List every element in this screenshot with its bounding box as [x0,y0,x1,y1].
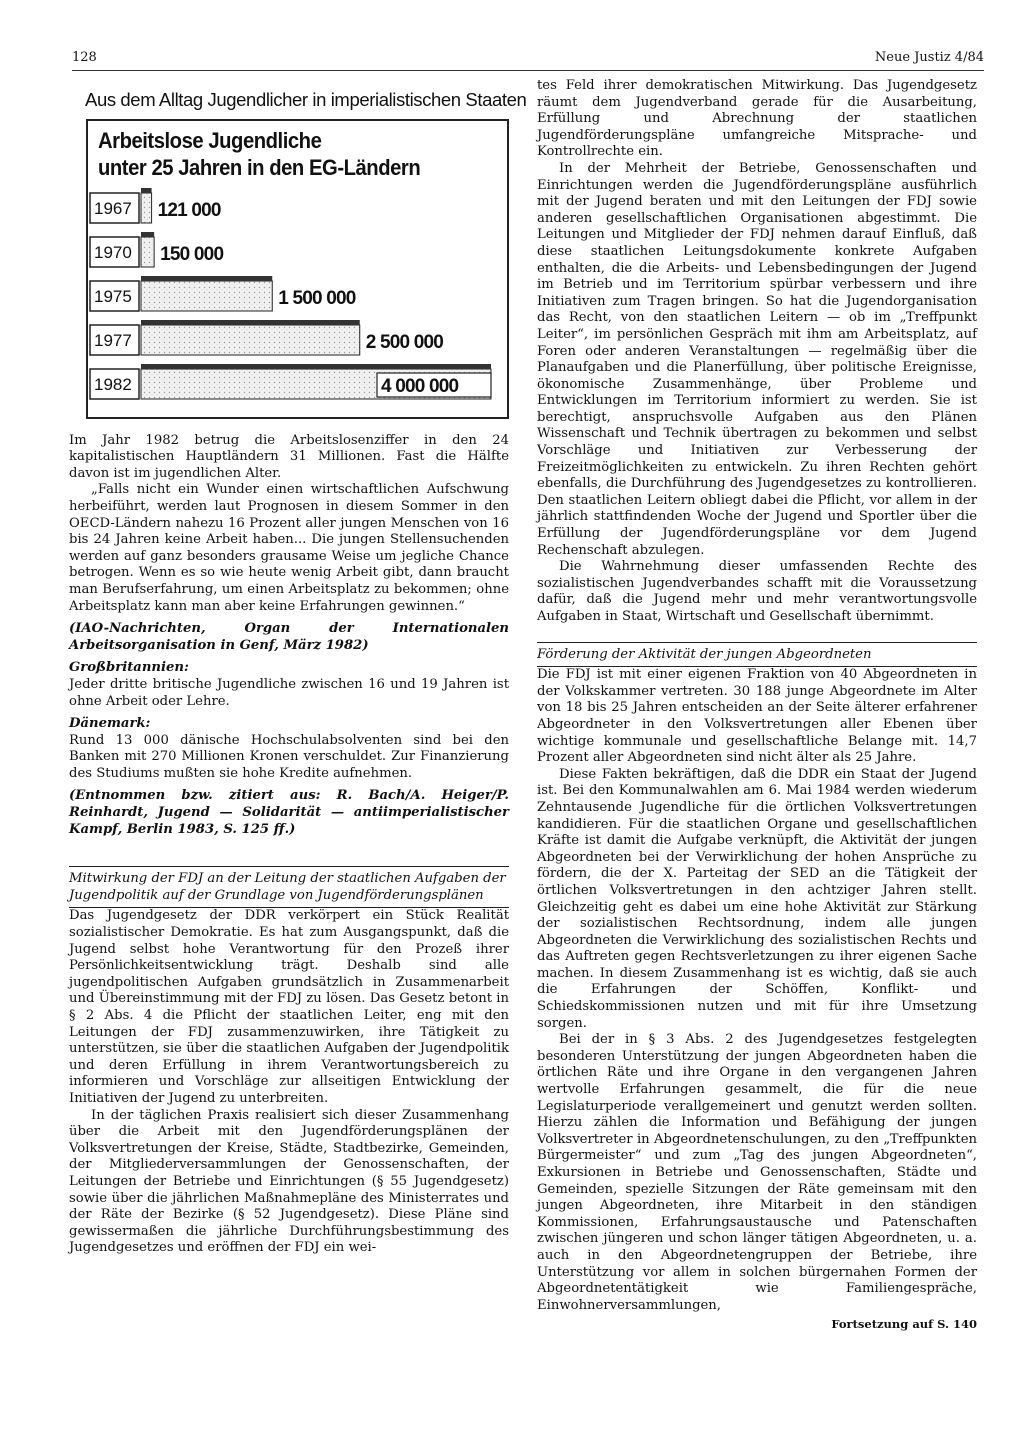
journal-reference: Neue Justiz 4/84 [874,50,984,65]
value-label: 150 000 [160,243,224,265]
continuation-note: Fortsetzung auf S. 140 [831,1317,977,1332]
unemployment-chart [86,119,509,419]
iao-quote: „Falls nicht ein Wunder einen wirtschaftlichen Aufschwung herbeiführt, werden laut Prognosen in diesem Sommer in den OECD-Ländern nahezu 16 Prozent aller jungen Menschen von 16 bis 24 Jahren keine Arbeit haben... Die jungen Stellensuchenden werden auf ganz besonders grausame Weise um jegliche Chance betrogen. Wenn es so wie heute wenig Arbeit gibt, dann braucht man Berufserfahrung, um einen Arbeitsplatz zu bekommen; ohne Arbeitsplatz kann man aber keine Erfahrungen gewinnen.“ [69,482,509,614]
intro-paragraph: Im Jahr 1982 betrug die Arbeitslosenziffer in den 24 kapitalistischen Hauptländern 31 Millionen. Fast die Hälfte davon ist im jugendlichen Alter. [69,432,509,481]
box-caption: Aus dem Alltag Jugendlicher in imperialistischen Staaten [85,89,527,110]
left-column [69,78,527,1257]
source-note: (Entnommen bzw. zitiert aus: R. Bach/A. Heiger/P. Reinhardt, Jugend — Solidarität — antiimperialistischer Kampf, Berlin 1983, S. 125 ff.) [69,788,509,837]
bar [141,237,154,267]
value-label: 2 500 000 [365,331,444,353]
value-label: 121 000 [157,199,221,221]
dk-heading: Dänemark: [69,716,151,732]
right-column [537,78,977,1333]
section-rule-right [537,642,977,643]
gb-heading: Großbritannien: [69,660,189,676]
bar-top-edge [141,364,491,369]
page-number: 128 [72,50,97,65]
iao-source: (IAO-Nachrichten, Organ der Internationalen Arbeitsorganisation in Genf, März 1982) [69,621,509,653]
bar-top-edge [141,320,360,325]
section-paragraph-2: In der täglichen Praxis realisiert sich dieser Zusammenhang über die Arbeit mit den Jugendförderungsplänen der Volksvertretungen der Kreise, Städte, Stadtbezirke, Gemeinden, der Mitgliederversammlungen der Genossenschaften, der Leitungen der Betriebe und Einrichtungen (§ 55 Jugendgesetz) sowie über die jährlichen Maßnahmepläne des Ministerrates und der Räte der Bezirke (§ 52 Jugendgesetz). Diese Pläne sind gewissermaßen die jährliche Durchführungsbestimmung des Jugendgesetzes und eröffnen der FDJ ein wei- [69,1107,509,1256]
section-heading-abgeordnete: Förderung der Aktivität der jungen Abgeordneten [537,647,977,668]
right-paragraph-1: tes Feld ihrer demokratischen Mitwirkung. Das Jugendgesetz räumt dem Jugendverband gerade für die Ausarbeitung, Erfüllung und Abrechnung der staatlichen Jugendförderungspläne umfangreiche Mitsprache- und Kontrollrechte ein. [537,78,977,160]
value-label: 1 500 000 [278,287,356,309]
right-paragraph-6: Bei der in § 3 Abs. 2 des Jugendgesetzes festgelegten besonderen Unterstützung der jungen Abgeordneten haben die örtlichen Räte und ihre Organe in den vergangenen Jahren wertvolle Erfahrungen gesammelt, die für die neue Legislaturperiode verallgemeinert und genutzt werden sollten. Hierzu zählen die Information und Befähigung der jungen Volksvertreter in Abgeordnetenschulungen, zu den „Treffpunkten Bürgermeister“ und zum „Tag des jungen Abgeordneten“, Exkursionen in Betriebe und Genossenschaften, Städte und Gemeinden, spezielle Sitzungen der Räte gemeinsam mit den jungen Abgeordneten, ihre Mitarbeit in den ständigen Kommissionen, Erfahrungsaustausche und Patenschaften zwischen jüngeren und schon länger tätigen Abgeordneten, u. a. auch in den Abgeordnetengruppen der Betriebe, ihre Unterstützung vor allem in solchen bürgernahen Formen der Abgeordnetentätigkeit wie Familiengespräche, Einwohnerversammlungen, [537,1032,977,1313]
bar [141,193,152,223]
bar [141,281,272,311]
right-paragraph-5: Diese Fakten bekräftigen, daß die DDR ein Staat der Jugend ist. Bei den Kommunalwahlen am 6. Mai 1984 werden wiederum Zehntausende Jugendliche für die örtlichen Volksvertretungen kandidieren. Für die staatlichen Organe und gesellschaftlichen Kräfte ist damit die Aufgabe verknüpft, die Aktivität der jungen Abgeordneten bei der Verwirklichung der hohen Ansprüche zu fördern, die der X. Parteitag der SED an die Tätigkeit der örtlichen Volksvertretungen in den achtziger Jahren stellt. Gleichzeitig geht es dabei um eine hohe Aktivität zur Stärkung der sozialistischen Rechtsordnung, indem alle jungen Abgeordneten die Verwirklichung des sozialistischen Rechts und das Auftreten gegen Rechtsverletzungen zu ihrer eigenen Sache machen. In diesem Zusammenhang ist es wichtig, daß sie auch die Erfahrungen der Schöffen, Konflikt- und Schiedskommissionen nutzen und mit für ihre Umsetzung sorgen. [537,766,977,1031]
section-paragraph-1: Das Jugendgesetz der DDR verkörpert ein Stück Realität sozialistischer Demokratie. Es hat zum Ausgangspunkt, daß die Jugend selbst hohe Verantwortung für den Prozeß ihrer Persönlichkeitsentwicklung trägt. Deshalb sind alle jugendpolitischen Aufgaben grundsätzlich in Zusammenarbeit und Übereinstimmung mit der FDJ zu lösen. Das Gesetz betont in § 2 Abs. 4 die Pflicht der staatlichen Leiter, eng mit den Leitungen der FDJ zusammenzuwirken, ihre Tätigkeit zu unterstützen, sie über die staatlichen Aufgaben der Jugendpolitik und deren Erfüllung in ihrem Verantwortungsbereich zu informieren und Vorschläge zur allseitigen Entwicklung der Initiativen der Jugend zu unterbreiten. [69,908,509,1106]
year-label: 1967 [94,198,132,218]
chart-plot [88,121,507,417]
year-label: 1970 [94,242,132,262]
section-rule [69,866,509,867]
top-rule [72,70,984,71]
bar-top-edge [141,232,154,237]
year-label: 1975 [94,286,132,306]
chart-title-line2: unter 25 Jahren in den EG-Ländern [98,154,421,180]
section-heading-fdj: Mitwirkung der FDJ an der Leitung der staatlichen Aufgaben der Jugendpolitik auf der Grundlage von Jugendförderungsplänen [69,871,509,908]
bar-top-edge [141,188,152,193]
gb-text: Jeder dritte britische Jugendliche zwischen 16 und 19 Jahren ist ohne Arbeit oder Lehre. [69,676,509,709]
value-label: 4 000 000 [381,375,459,397]
bar [141,325,360,355]
dk-text: Rund 13 000 dänische Hochschulabsolventen sind bei den Banken mit 270 Millionen Kronen verschuldet. Zur Finanzierung des Studiums mußten sie hohe Kredite aufnehmen. [69,732,509,781]
right-paragraph-3: Die Wahrnehmung dieser umfassenden Rechte des sozialistischen Jugendverbandes schafft mit die Voraussetzung dafür, daß die Jugend mehr und mehr verantwortungsvolle Aufgaben in Staat, Wirtschaft und Gesellschaft übernimmt. [537,559,977,624]
right-paragraph-2: In der Mehrheit der Betriebe, Genossenschaften und Einrichtungen werden die Jugendförderungspläne ausführlich mit der Jugend beraten und mit den Leitungen der FDJ sowie anderen gesellschaftlichen Organisationen abgestimmt. Die Leitungen und Mitglieder der FDJ nehmen darauf Einfluß, daß diese staatlichen Leitungsdokumente konkrete Aufgaben enthalten, die die Arbeits- und Lebensbedingungen der Jugend im Betrieb und im Territorium spürbar verbessern und ihre Initiativen zum Tragen bringen. So hat die Jugendorganisation das Recht, von den staatlichen Leitern — ob im „Treffpunkt Leiter“, im persönlichen Gespräch mit ihm am Arbeitsplatz, auf Foren oder anderen Veranstaltungen — regelmäßig über die Planaufgaben und die Planerfüllung, über politische Ereignisse, ökonomische Zusammenhänge, über Probleme und Entwicklungen im Territorium informiert zu werden. Sie ist berechtigt, anspruchsvolle Aufgaben aus den Plänen Wissenschaft und Technik übertragen zu bekommen und selbst Vorschläge und Initiativen zur Verbesserung der Freizeitmöglichkeiten zu entwickeln. Zu ihren Rechten gehört ebenfalls, die Durchführung des Jugendgesetzes zu kontrollieren. Den staatlichen Leitern obliegt dabei die Pflicht, vor allem in der jährlich stattfindenden Woche der Jugend und Sportler über die Erfüllung der Jugendförderungspläne vor dem Jugend Rechenschaft abzulegen. [537,160,977,558]
bar-top-edge [141,276,272,281]
year-label: 1982 [94,374,132,394]
right-paragraph-4: Die FDJ ist mit einer eigenen Fraktion von 40 Abgeordneten in der Volkskammer vertreten. 30 188 junge Abgeordnete im Alter von 18 bis 25 Jahren entscheiden an der Seite älterer erfahrener Abgeordneter in den Volksvertretungen aller Ebenen über wichtige kommunale und gesellschaftliche Belange mit. 14,7 Prozent aller Abgeordneten sind nicht älter als 25 Jahre. [537,667,977,766]
year-label: 1977 [94,330,132,350]
chart-title-line1: Arbeitslose Jugendliche [98,127,322,153]
